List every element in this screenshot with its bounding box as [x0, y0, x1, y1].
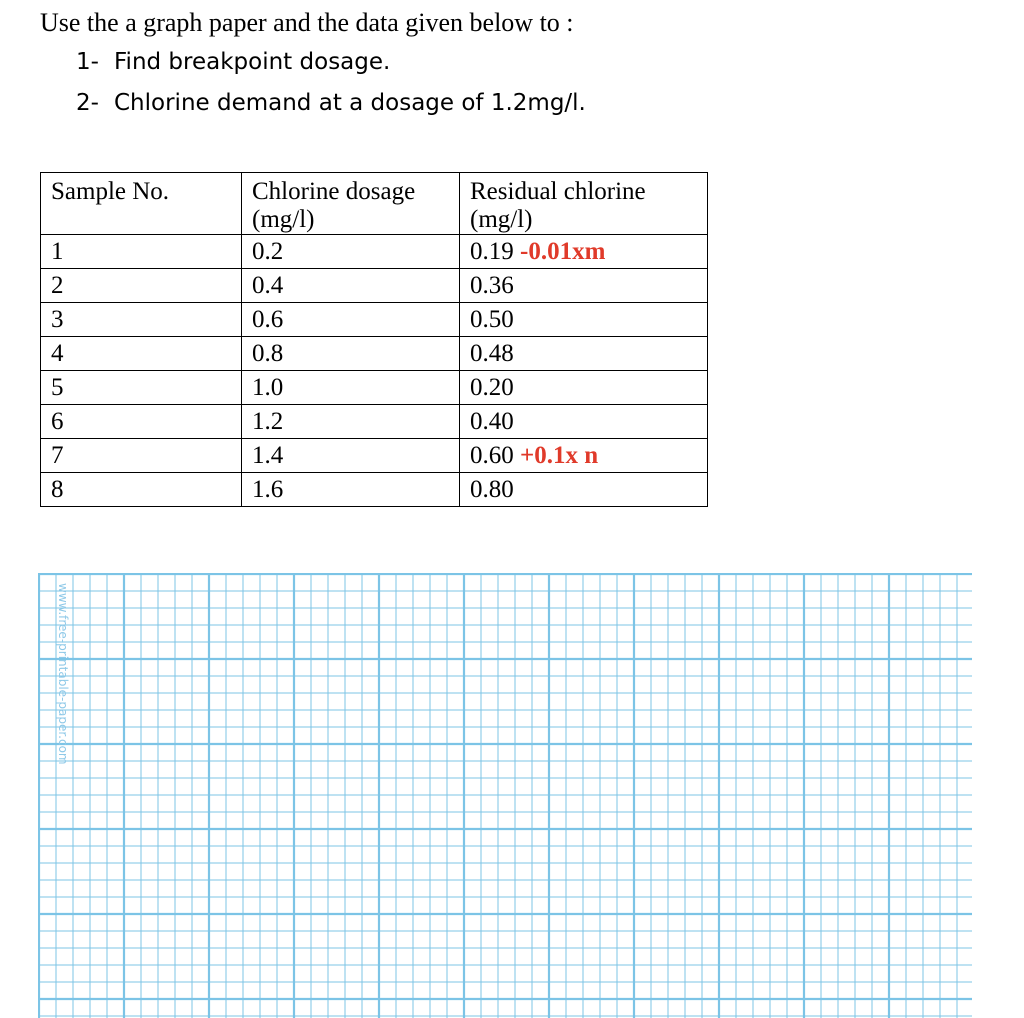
table-row	[41, 473, 708, 507]
header-sample-no	[41, 173, 242, 235]
header-unit: (mg/l)	[470, 206, 533, 233]
table-row	[41, 235, 708, 269]
task-list	[76, 44, 586, 126]
cell-residual-chlorine	[460, 337, 708, 371]
header-residual-chlorine	[460, 173, 708, 235]
instruction-heading: Use the a graph paper and the data given below to :	[40, 8, 574, 37]
residual-value: 0.19	[470, 238, 514, 265]
residual-value: 0.20	[470, 374, 514, 401]
data-table	[40, 172, 708, 507]
cell-sample-no: 6	[41, 405, 242, 439]
cell-chlorine-dosage: 1.4	[242, 439, 460, 473]
cell-residual-chlorine	[460, 269, 708, 303]
graph-paper	[38, 573, 972, 1018]
cell-sample-no: 5	[41, 371, 242, 405]
graph-grid	[38, 573, 972, 1018]
cell-residual-chlorine	[460, 405, 708, 439]
header-line: Chlorine dosage	[252, 178, 416, 205]
task-number: 2-	[76, 90, 99, 116]
watermark-text: www.free-printable-paper.com	[56, 583, 70, 765]
cell-sample-no: 3	[41, 303, 242, 337]
header-line: Sample No.	[51, 178, 170, 205]
cell-sample-no: 7	[41, 439, 242, 473]
cell-chlorine-dosage: 0.4	[242, 269, 460, 303]
table-row	[41, 439, 708, 473]
cell-residual-chlorine	[460, 303, 708, 337]
residual-value: 0.80	[470, 476, 514, 503]
cell-sample-no: 1	[41, 235, 242, 269]
cell-chlorine-dosage: 0.8	[242, 337, 460, 371]
header-line: Residual chlorine	[470, 178, 646, 205]
cell-sample-no: 4	[41, 337, 242, 371]
cell-residual-chlorine	[460, 235, 708, 269]
handwritten-annotation: -0.01xm	[520, 238, 606, 265]
residual-value: 0.36	[470, 272, 514, 299]
table-row	[41, 371, 708, 405]
task-number: 1-	[76, 49, 99, 75]
task-item	[76, 44, 586, 85]
table-row	[41, 337, 708, 371]
header-chlorine-dosage	[242, 173, 460, 235]
cell-residual-chlorine	[460, 473, 708, 507]
table-header-row	[41, 173, 708, 235]
residual-value: 0.60	[470, 442, 514, 469]
table-row	[41, 303, 708, 337]
residual-value: 0.50	[470, 306, 514, 333]
cell-residual-chlorine	[460, 439, 708, 473]
cell-chlorine-dosage: 0.2	[242, 235, 460, 269]
table-body	[41, 235, 708, 507]
cell-chlorine-dosage: 1.6	[242, 473, 460, 507]
residual-value: 0.40	[470, 408, 514, 435]
task-text: Chlorine demand at a dosage of 1.2mg/l.	[114, 90, 586, 116]
cell-residual-chlorine	[460, 371, 708, 405]
handwritten-annotation: +0.1x n	[520, 442, 599, 469]
table-row	[41, 405, 708, 439]
residual-value: 0.48	[470, 340, 514, 367]
cell-sample-no: 2	[41, 269, 242, 303]
task-item	[76, 85, 586, 126]
cell-chlorine-dosage: 1.0	[242, 371, 460, 405]
cell-chlorine-dosage: 1.2	[242, 405, 460, 439]
header-unit: (mg/l)	[252, 206, 315, 233]
task-text: Find breakpoint dosage.	[114, 49, 391, 75]
cell-sample-no: 8	[41, 473, 242, 507]
table-row	[41, 269, 708, 303]
cell-chlorine-dosage: 0.6	[242, 303, 460, 337]
